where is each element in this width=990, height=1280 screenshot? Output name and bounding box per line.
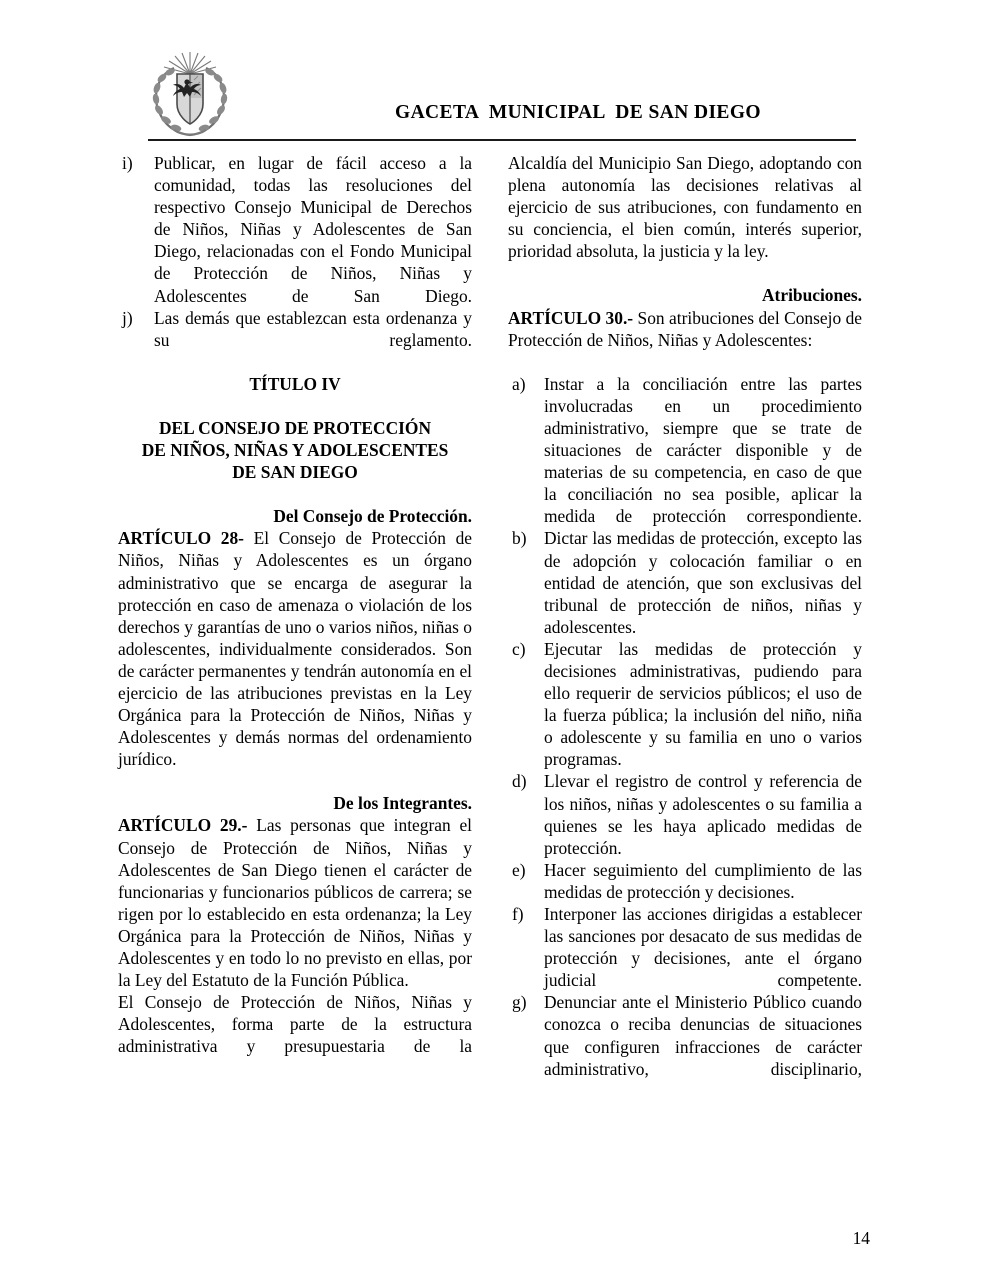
- list-item-text: Dictar las medidas de protección, excepto las de adopción y colocación familiar o en entidad de atención, que son exclusivas del tribunal de protección de niños, niñas y adolescentes.: [544, 528, 862, 637]
- header-divider: [148, 139, 856, 141]
- list-marker: d): [512, 771, 527, 792]
- subheading-de-los-integrantes: De los Integrantes.: [333, 793, 472, 814]
- section-title-line-1: DEL CONSEJO DE PROTECCIÓN: [158, 417, 432, 438]
- spacer: [508, 262, 862, 284]
- spacer: [118, 483, 472, 505]
- list-item: [508, 770, 862, 858]
- list-item: [118, 152, 472, 307]
- list-item-text: Publicar, en lugar de fácil acceso a la comunidad, todas las resoluciones del respectivo Consejo Municipal de Derechos de Niños, Niñas y Adolescentes de San Diego, relacionadas con el Fondo Municipal de Protección de Niños, Niñas y Adolescentes de San Diego.: [154, 153, 472, 306]
- list-marker: i): [122, 153, 133, 173]
- list-item-text: Interponer las acciones dirigidas a establecer las sanciones por desacato de sus medidas de protección y decisiones, ante el órgano judicial competente.: [544, 904, 862, 991]
- list-item: [508, 859, 862, 903]
- list-item-text: Las demás que establezcan esta ordenanza y su reglamento.: [154, 307, 472, 350]
- coat-of-arms-icon: [144, 44, 236, 140]
- list-marker: f): [512, 904, 524, 924]
- page-title: GACETA MUNICIPAL DE SAN DIEGO: [395, 102, 761, 123]
- list-item-text: Ejecutar las medidas de protección y decisiones administrativas, pudiendo para ello requerir de servicios públicos; el uso de la fuerza pública; la inclusión del niño, niña o adolescente y su familia en uno o varios programas.: [544, 638, 862, 770]
- list-item: [508, 638, 862, 771]
- left-column: [118, 152, 472, 1057]
- list-item: [508, 903, 862, 991]
- list-marker: c): [512, 638, 526, 659]
- section-title: [118, 417, 472, 483]
- spacer: [508, 351, 862, 373]
- list-marker: g): [512, 992, 527, 1013]
- articulo-28-label: ARTÍCULO 28-: [118, 528, 244, 549]
- articulo-29-label: ARTÍCULO 29.-: [118, 815, 248, 836]
- list-marker: j): [122, 307, 133, 328]
- articulo-30-paragraph: [508, 307, 862, 351]
- list-marker: e): [512, 859, 526, 880]
- list-item-text: Hacer seguimiento del cumplimiento de las medidas de protección y decisiones.: [544, 859, 862, 902]
- spacer: [118, 770, 472, 792]
- right-column: [508, 152, 862, 1080]
- section-title-line-2: DE NIÑOS, NIÑAS Y ADOLESCENTES: [141, 440, 449, 461]
- spacer: [118, 351, 472, 373]
- titulo-heading: TÍTULO IV: [249, 373, 341, 394]
- articulo-30-text: Son atribuciones del Consejo de Protección de Niños, Niñas y Adolescentes:: [508, 307, 862, 350]
- list-item-text: Instar a la conciliación entre las partes involucradas en un procedimiento administrativo, siempre que se trate de situaciones de carácter disponible y de materias de su competencia, en caso de que la conciliación no sea posible, aplicar la medida de protección correspondiente.: [544, 373, 862, 527]
- paragraph-continuation: El Consejo de Protección de Niños, Niñas y Adolescentes, forma parte de la estructura administrativa y presupuestaria de la: [118, 992, 472, 1057]
- paragraph-start: Alcaldía del Municipio San Diego, adoptando con plena autonomía las decisiones relativas al ejercicio de sus atribuciones, con fundamento en su conciencia, el bien común, interés superior, prioridad absoluta, la justicia y la ley.: [508, 153, 862, 262]
- list-item-text: Denunciar ante el Ministerio Público cuando conozca o reciba denuncias de situaciones que configuren infracciones de carácter administrativo, disciplinario,: [544, 992, 862, 1079]
- list-item: [508, 373, 862, 528]
- spacer: [118, 395, 472, 417]
- list-item: [508, 527, 862, 637]
- list-item: [118, 307, 472, 351]
- list-marker: b): [512, 528, 527, 549]
- subheading-atribuciones: Atribuciones.: [762, 285, 862, 306]
- articulo-28-text: El Consejo de Protección de Niños, Niñas y Adolescentes es un órgano administrativo que se encarga de asegurar la protección en caso de amenaza o violación de los derechos y garantías de uno o varios niños, niñas o adolescentes, individualmente considerados. Son de carácter permanentes y tendrán autonomía en el ejercicio de las atribuciones previstas en la Ley Orgánica para la Protección de Niños, Niñas y Adolescentes y demás normas del ordenamiento jurídico.: [118, 528, 472, 770]
- articulo-30-label: ARTÍCULO 30.-: [508, 307, 634, 328]
- articulo-29-text: Las personas que integran el Consejo de Protección de Niños, Niñas y Adolescentes de San Diego tienen el carácter de funcionarias y funcionarios públicos de carrera; se rigen por lo establecido en esta ordenanza; la Ley Orgánica para la Protección de Niños, Niñas y Adolescentes y en todo lo no previsto en ellas, por la Ley del Estatuto de la Función Pública.: [118, 815, 473, 991]
- subheading-del-consejo: Del Consejo de Protección.: [273, 506, 472, 527]
- articulo-28-paragraph: [118, 527, 472, 770]
- list-item: [508, 991, 862, 1079]
- list-item-text: Llevar el registro de control y referencia de los niños, niñas y adolescentes o su familia a quienes se les haya aplicado medidas de protección.: [544, 771, 862, 858]
- page-header: [140, 44, 856, 148]
- section-title-line-3: DE SAN DIEGO: [232, 462, 358, 483]
- articulo-29-paragraph: [118, 814, 472, 991]
- list-marker: a): [512, 373, 526, 394]
- page-number: 14: [852, 1228, 870, 1248]
